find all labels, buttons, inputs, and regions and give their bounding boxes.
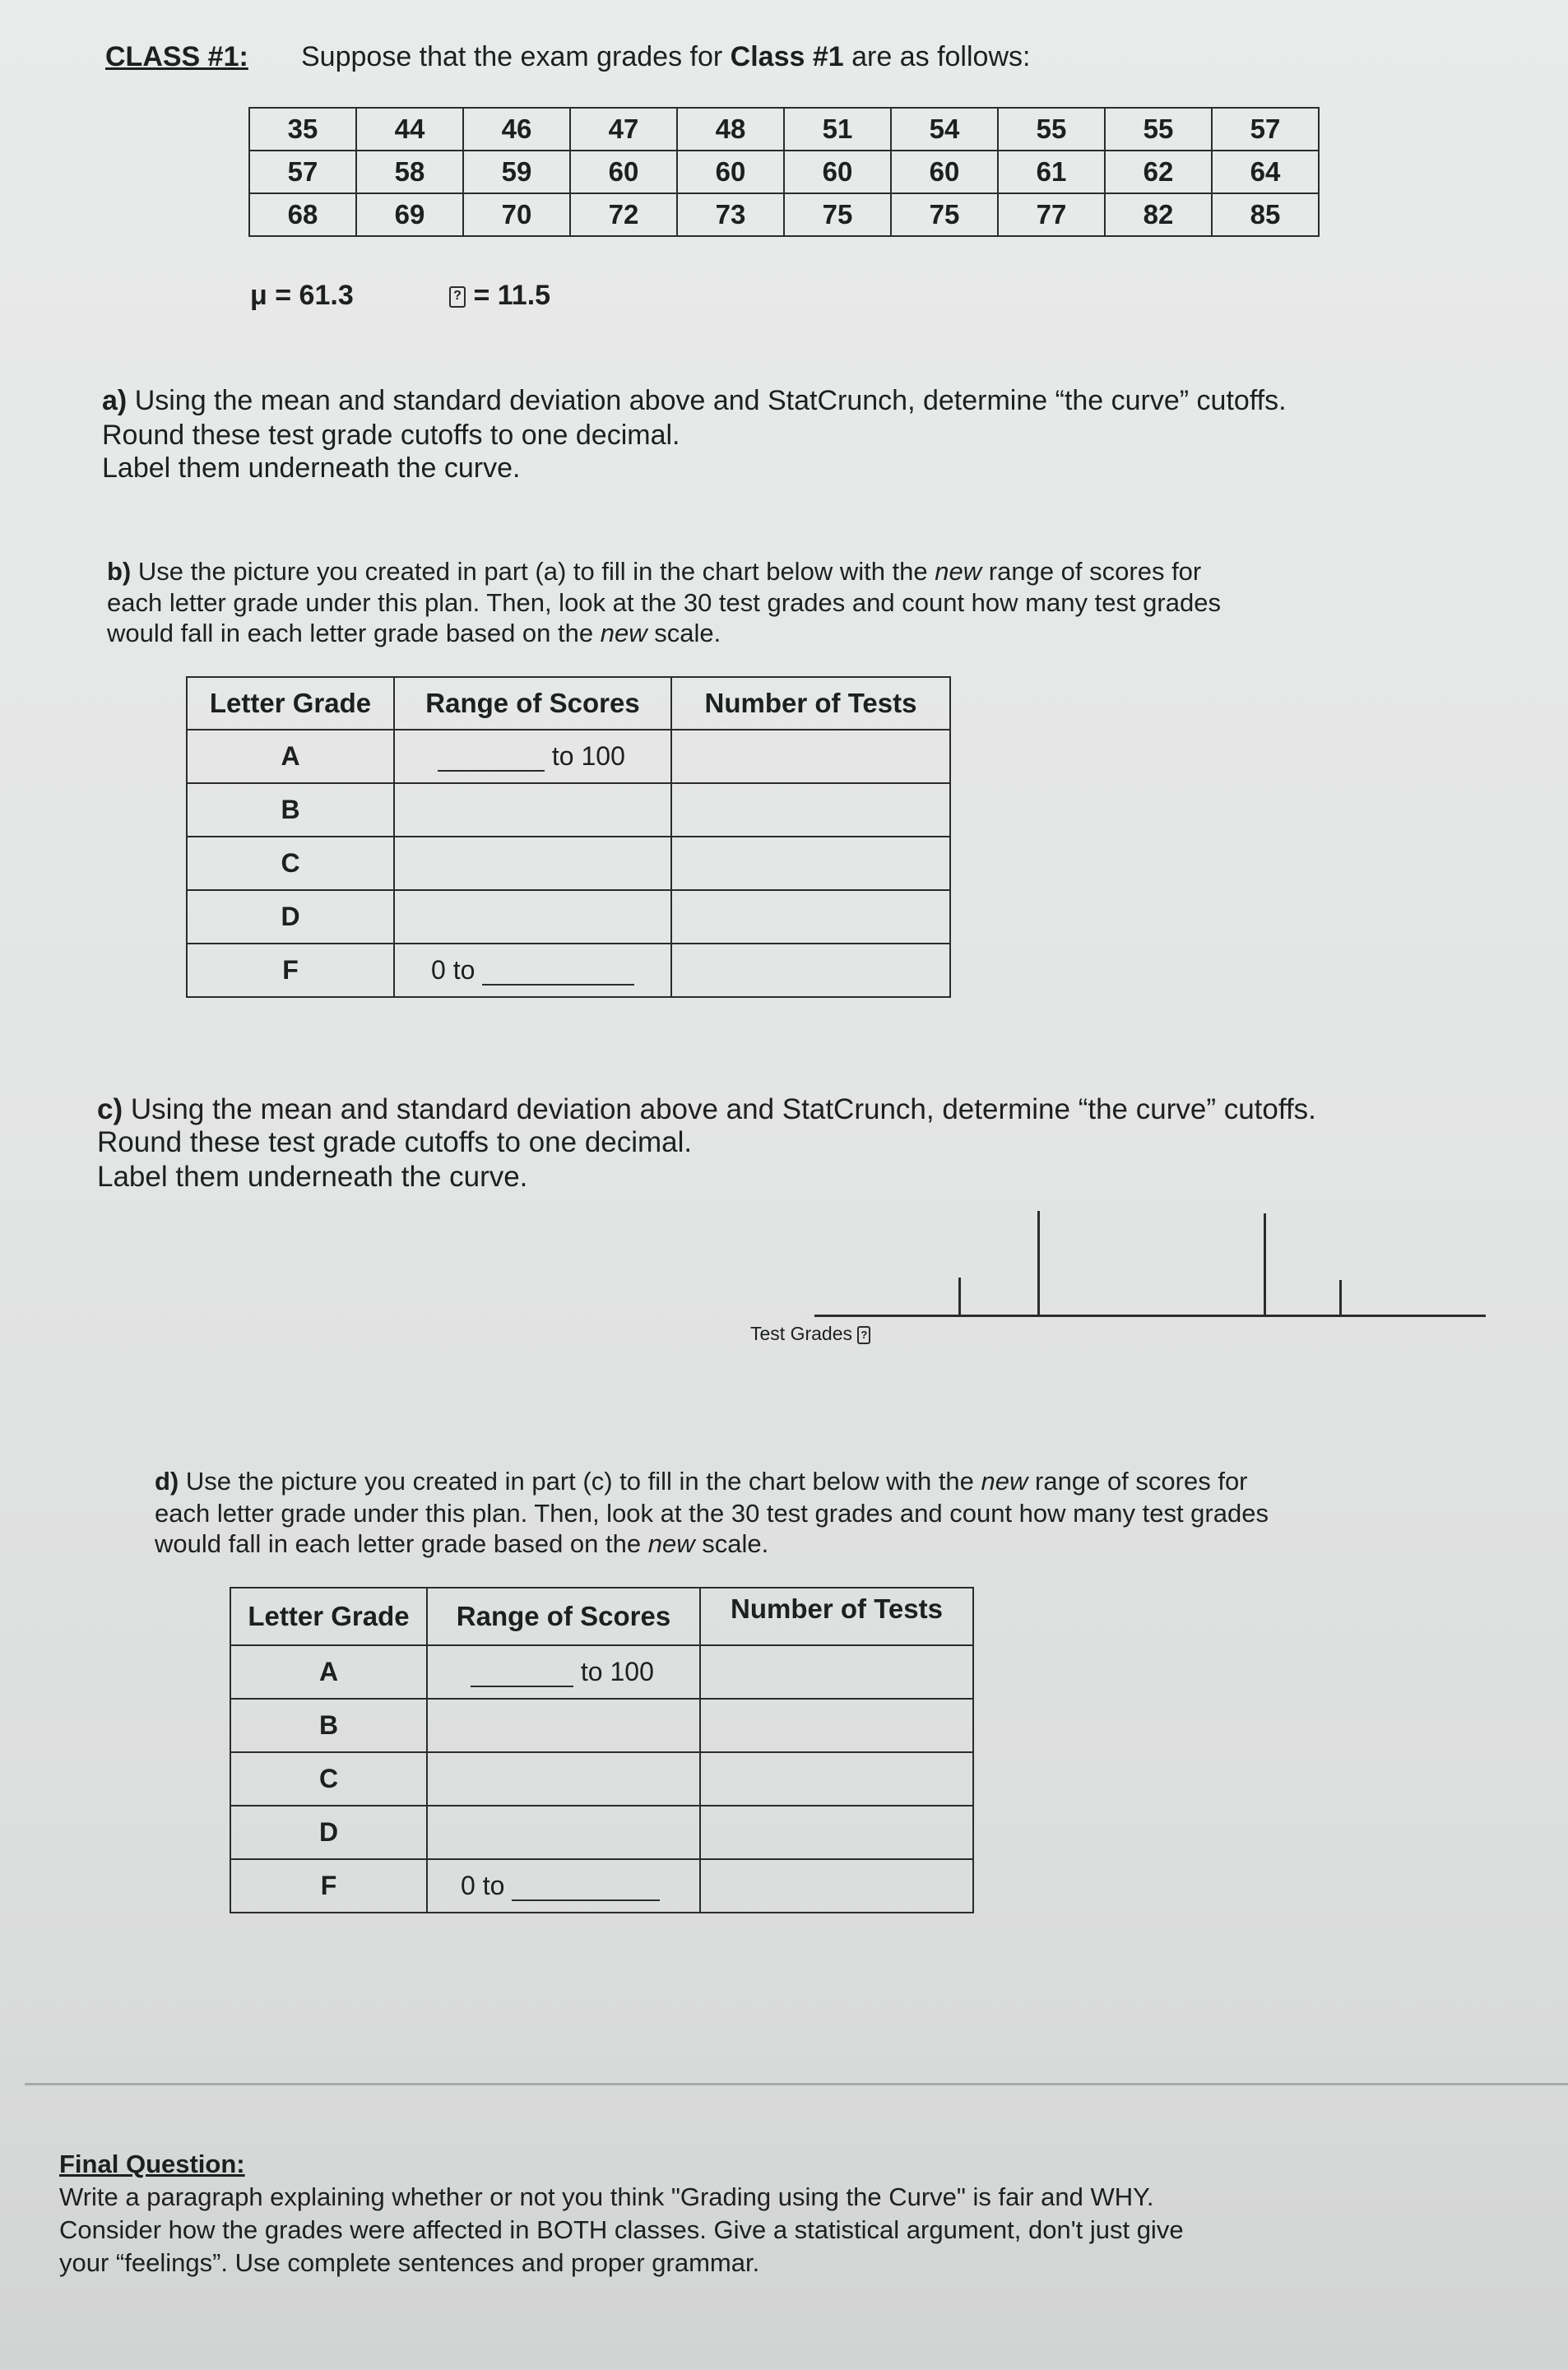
range-f-text: 0 to (431, 955, 476, 985)
letter-d: D (187, 890, 394, 944)
grades-row (249, 151, 1319, 193)
test-grades-axis (814, 1315, 1486, 1317)
sd-line (449, 280, 550, 311)
grade-cell: 51 (784, 108, 891, 151)
range-f-cell[interactable] (394, 944, 671, 997)
table-row (187, 783, 950, 837)
range-a-blank[interactable] (438, 770, 545, 772)
table-row (230, 1806, 973, 1859)
range-a-text: to 100 (551, 741, 625, 771)
grade-cell: 47 (570, 108, 677, 151)
grade-cell: 75 (784, 193, 891, 236)
letter-b: B (187, 783, 394, 837)
header-letter-grade: Letter Grade (230, 1588, 427, 1645)
letter-f: F (230, 1859, 427, 1913)
range-a-text: to 100 (580, 1657, 654, 1686)
part-b-line-2: each letter grade under this plan. Then, look at the 30 test grades and count how many test grades (107, 588, 1221, 617)
letter-c: C (230, 1752, 427, 1806)
part-d-text-1a: Use the picture you created in part (c) to fill in the chart below with the (185, 1467, 974, 1496)
grade-cell: 70 (463, 193, 570, 236)
class-heading (105, 41, 248, 72)
part-b-label: b) (107, 557, 132, 586)
grade-cell: 35 (249, 108, 356, 151)
letter-a: A (187, 730, 394, 783)
part-a-line-2: Round these test grade cutoffs to one decimal. (102, 420, 680, 451)
grade-cell: 60 (784, 151, 891, 193)
grade-cell: 44 (356, 108, 463, 151)
intro-text (301, 41, 1030, 72)
grade-cell: 69 (356, 193, 463, 236)
count-f-cell[interactable] (671, 944, 950, 997)
count-d-cell[interactable] (671, 890, 950, 944)
grade-cell: 55 (1105, 108, 1212, 151)
final-title (59, 2149, 245, 2180)
range-c-cell[interactable] (394, 837, 671, 890)
count-b-cell[interactable] (700, 1699, 973, 1752)
grades-table-body (249, 108, 1319, 236)
grades-row (249, 193, 1319, 236)
letter-f: F (187, 944, 394, 997)
grade-cell: 64 (1212, 151, 1319, 193)
header-letter-grade: Letter Grade (187, 677, 394, 730)
grade-cell: 60 (891, 151, 998, 193)
table-row (230, 1752, 973, 1806)
missing-symbol-icon: ? (449, 286, 466, 308)
part-b-em-1: new (935, 557, 982, 586)
part-b-text-3b: scale. (654, 619, 721, 647)
letter-a: A (230, 1645, 427, 1699)
part-d-line-2: each letter grade under this plan. Then, look at the 30 test grades and count how many test grades (155, 1499, 1269, 1528)
axis-tick (1339, 1280, 1342, 1315)
grade-cell: 73 (677, 193, 784, 236)
range-a-blank[interactable] (471, 1686, 573, 1687)
range-a-cell[interactable] (427, 1645, 700, 1699)
table-row (230, 1859, 973, 1913)
grade-cell: 72 (570, 193, 677, 236)
table-row (230, 1699, 973, 1752)
grade-cell: 82 (1105, 193, 1212, 236)
part-a-line-1 (102, 385, 1287, 416)
axis-tick (958, 1278, 961, 1315)
part-b-line-1 (107, 556, 1201, 587)
grade-cell: 77 (998, 193, 1105, 236)
grades-table (248, 107, 1320, 237)
part-c-line-3: Label them underneath the curve. (97, 1161, 528, 1193)
grades-row (249, 108, 1319, 151)
part-a-line-3: Label them underneath the curve. (102, 452, 521, 484)
missing-symbol-icon: ? (857, 1326, 870, 1344)
header-count: Number of Tests (671, 677, 950, 730)
count-b-cell[interactable] (671, 783, 950, 837)
part-c-text-1: Using the mean and standard deviation above and StatCrunch, determine “the curve” cutoffs. (130, 1093, 1316, 1125)
axis-tick (1037, 1211, 1040, 1315)
count-f-cell[interactable] (700, 1859, 973, 1913)
final-title-text: Final Question: (59, 2150, 245, 2178)
grade-cell: 60 (677, 151, 784, 193)
intro-suffix: are as follows: (851, 41, 1031, 72)
grade-table-d (230, 1587, 974, 1913)
table-row (230, 1645, 973, 1699)
sd-value: = 11.5 (473, 280, 551, 311)
part-c-line-1 (97, 1094, 1316, 1125)
table-row (187, 837, 950, 890)
grade-table-b (186, 676, 951, 998)
header-range: Range of Scores (394, 677, 671, 730)
range-f-text: 0 to (461, 1871, 505, 1900)
count-d-cell[interactable] (700, 1806, 973, 1859)
grade-cell: 75 (891, 193, 998, 236)
section-divider (25, 2083, 1568, 2085)
part-b-text-1b: range of scores for (988, 557, 1202, 586)
class-label: CLASS #1: (105, 41, 248, 72)
grade-cell: 61 (998, 151, 1105, 193)
part-d-text-1b: range of scores for (1035, 1467, 1248, 1496)
part-a-text-1: Using the mean and standard deviation above and StatCrunch, determine “the curve” cutoffs. (134, 385, 1287, 416)
intro-prefix: Suppose that the exam grades for (301, 41, 723, 72)
mean-value: μ = 61.3 (250, 280, 354, 311)
grade-cell: 60 (570, 151, 677, 193)
axis-tick (1264, 1213, 1266, 1315)
grade-cell: 85 (1212, 193, 1319, 236)
final-line-2: Consider how the grades were affected in BOTH classes. Give a statistical argument, don't just give (59, 2215, 1184, 2244)
grade-cell: 55 (998, 108, 1105, 151)
part-a-label: a) (102, 385, 128, 416)
part-d-label: d) (155, 1467, 179, 1496)
part-d-text-3a: would fall in each letter grade based on the (155, 1529, 642, 1558)
letter-c: C (187, 837, 394, 890)
range-f-cell[interactable] (427, 1859, 700, 1913)
grade-cell: 57 (1212, 108, 1319, 151)
part-b-text-3a: would fall in each letter grade based on the (107, 619, 594, 647)
final-line-3: your “feelings”. Use complete sentences and proper grammar. (59, 2248, 760, 2277)
range-f-blank[interactable] (512, 1899, 660, 1901)
range-c-cell[interactable] (427, 1752, 700, 1806)
part-d-em-3: new (647, 1529, 695, 1558)
grade-cell: 68 (249, 193, 356, 236)
part-d-em-1: new (981, 1467, 1028, 1496)
header-range: Range of Scores (427, 1588, 700, 1645)
grade-cell: 48 (677, 108, 784, 151)
table-row (187, 730, 950, 783)
part-b-em-3: new (600, 619, 647, 647)
grade-cell: 46 (463, 108, 570, 151)
axis-label: Test Grades (750, 1323, 852, 1344)
letter-d: D (230, 1806, 427, 1859)
grade-cell: 58 (356, 151, 463, 193)
part-d-line-1 (155, 1466, 1248, 1497)
table-row (187, 890, 950, 944)
part-c-line-2: Round these test grade cutoffs to one decimal. (97, 1126, 693, 1158)
grade-cell: 59 (463, 151, 570, 193)
part-b-line-3 (107, 618, 721, 649)
part-c-label: c) (97, 1093, 123, 1125)
count-c-cell[interactable] (700, 1752, 973, 1806)
range-b-cell[interactable] (394, 783, 671, 837)
letter-b: B (230, 1699, 427, 1752)
count-c-cell[interactable] (671, 837, 950, 890)
header-count: Number of Tests (700, 1588, 973, 1645)
range-b-cell[interactable] (427, 1699, 700, 1752)
count-a-cell[interactable] (700, 1645, 973, 1699)
part-d-line-3 (155, 1528, 768, 1560)
part-b-text-1a: Use the picture you created in part (a) to fill in the chart below with the (137, 557, 928, 586)
range-d-cell[interactable] (394, 890, 671, 944)
grade-cell: 54 (891, 108, 998, 151)
range-f-blank[interactable] (482, 984, 634, 986)
range-a-cell[interactable] (394, 730, 671, 783)
grade-cell: 57 (249, 151, 356, 193)
intro-bold: Class #1 (730, 41, 844, 72)
count-a-cell[interactable] (671, 730, 950, 783)
final-line-1: Write a paragraph explaining whether or not you think "Grading using the Curve" is fair and WHY. (59, 2182, 1154, 2211)
grade-cell: 62 (1105, 151, 1212, 193)
part-d-text-3b: scale. (702, 1529, 769, 1558)
table-row (187, 944, 950, 997)
axis-label-group (750, 1318, 870, 1349)
range-d-cell[interactable] (427, 1806, 700, 1859)
